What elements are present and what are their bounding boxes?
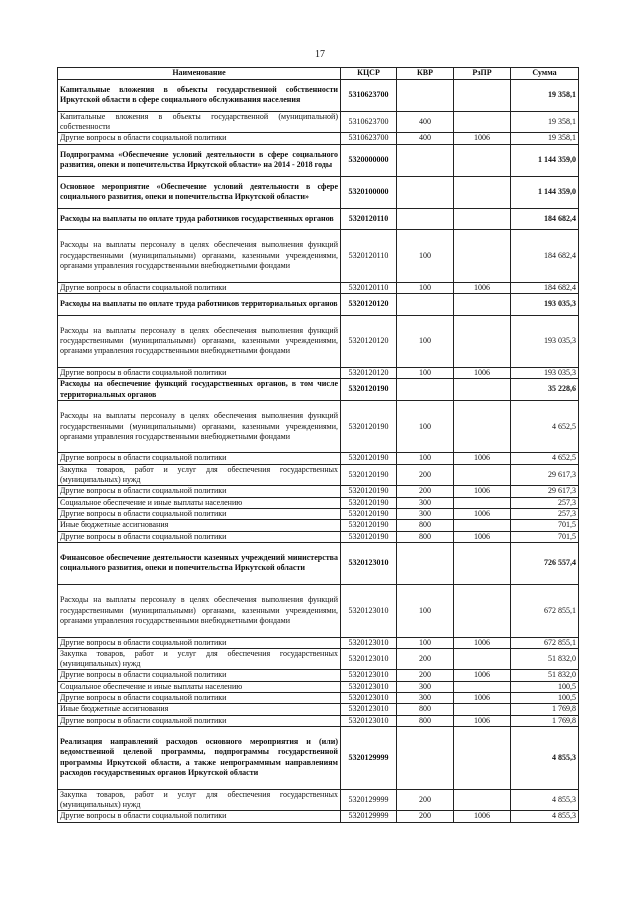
table-row (58, 637, 579, 648)
cell-sum: 4 652,5 (511, 400, 579, 453)
cell-kvr: 800 (397, 704, 454, 715)
budget-table (57, 67, 579, 823)
table-row (58, 692, 579, 703)
table-row (58, 111, 579, 133)
cell-kcsr: 5320120190 (341, 531, 397, 542)
table-header-row (58, 68, 579, 80)
cell-kcsr: 5320120190 (341, 379, 397, 401)
cell-rzpr: 1006 (454, 453, 511, 464)
cell-kvr: 100 (397, 637, 454, 648)
cell-sum: 4 652,5 (511, 453, 579, 464)
table-row (58, 315, 579, 368)
cell-name: Иные бюджетные ассигнования (58, 520, 341, 531)
cell-kvr (397, 176, 454, 208)
cell-kcsr: 5320120190 (341, 400, 397, 453)
cell-name: Капитальные вложения в объекты государственной (муниципальной) собственности (58, 111, 341, 133)
cell-rzpr (454, 230, 511, 283)
cell-rzpr (454, 464, 511, 486)
cell-sum: 701,5 (511, 520, 579, 531)
cell-name: Другие вопросы в области социальной политики (58, 670, 341, 681)
cell-sum: 672 855,1 (511, 585, 579, 638)
cell-rzpr: 1006 (454, 508, 511, 519)
cell-name: Основное мероприятие «Обеспечение условий деятельности в сфере социального развития, опеки и попечительства Иркутской области» (58, 176, 341, 208)
cell-rzpr: 1006 (454, 368, 511, 379)
cell-kcsr: 5320123010 (341, 681, 397, 692)
cell-name: Расходы на выплаты персоналу в целях обеспечения выполнения функций государственными (муниципальными) органами, казенными учреждениями, органами управления государственными внебюджетными фондами (58, 230, 341, 283)
cell-kvr: 200 (397, 486, 454, 497)
table-row (58, 368, 579, 379)
cell-kvr: 200 (397, 789, 454, 811)
column-header-kvr: КВР (397, 68, 454, 80)
cell-rzpr (454, 497, 511, 508)
cell-sum: 672 855,1 (511, 637, 579, 648)
cell-kcsr: 5320123010 (341, 542, 397, 584)
cell-name: Закупка товаров, работ и услуг для обеспечения государственных (муниципальных) нужд (58, 648, 341, 670)
table-row (58, 133, 579, 144)
cell-rzpr (454, 144, 511, 176)
cell-sum: 29 617,3 (511, 486, 579, 497)
cell-kcsr: 5320123010 (341, 704, 397, 715)
cell-kvr: 800 (397, 520, 454, 531)
table-row (58, 176, 579, 208)
cell-kvr: 100 (397, 315, 454, 368)
cell-name: Капитальные вложения в объекты государственной собственности Иркутской области в сфере социального обслуживания населения (58, 80, 341, 112)
cell-rzpr (454, 726, 511, 789)
table-row (58, 144, 579, 176)
cell-sum: 257,3 (511, 497, 579, 508)
cell-sum: 51 832,0 (511, 648, 579, 670)
cell-name: Другие вопросы в области социальной политики (58, 368, 341, 379)
cell-sum: 701,5 (511, 531, 579, 542)
table-row (58, 520, 579, 531)
cell-sum: 100,5 (511, 692, 579, 703)
cell-kcsr: 5320120190 (341, 497, 397, 508)
cell-rzpr (454, 208, 511, 230)
cell-rzpr (454, 176, 511, 208)
cell-rzpr (454, 400, 511, 453)
cell-rzpr: 1006 (454, 531, 511, 542)
table-row (58, 508, 579, 519)
cell-rzpr: 1006 (454, 692, 511, 703)
cell-name: Расходы на выплаты по оплате труда работников территориальных органов (58, 293, 341, 315)
cell-kvr (397, 208, 454, 230)
cell-kvr: 200 (397, 811, 454, 822)
table-row (58, 811, 579, 822)
cell-kvr: 300 (397, 497, 454, 508)
cell-kcsr: 5320120120 (341, 293, 397, 315)
table-row (58, 542, 579, 584)
cell-sum: 19 358,1 (511, 133, 579, 144)
cell-rzpr (454, 681, 511, 692)
cell-rzpr: 1006 (454, 715, 511, 726)
cell-kvr: 200 (397, 670, 454, 681)
table-row (58, 726, 579, 789)
cell-kcsr: 5320129999 (341, 789, 397, 811)
cell-rzpr (454, 585, 511, 638)
cell-name: Другие вопросы в области социальной политики (58, 133, 341, 144)
cell-kcsr: 5320120190 (341, 520, 397, 531)
cell-kcsr: 5320123010 (341, 692, 397, 703)
cell-sum: 193 035,3 (511, 368, 579, 379)
cell-name: Расходы на выплаты персоналу в целях обеспечения выполнения функций государственными (муниципальными) органами, казенными учреждениями, органами управления государственными внебюджетными фондами (58, 400, 341, 453)
cell-kcsr: 5320123010 (341, 670, 397, 681)
cell-sum: 29 617,3 (511, 464, 579, 486)
table-row (58, 486, 579, 497)
cell-kvr: 100 (397, 230, 454, 283)
cell-kcsr: 5310623700 (341, 80, 397, 112)
cell-name: Социальное обеспечение и иные выплаты населению (58, 497, 341, 508)
cell-kcsr: 5320120110 (341, 208, 397, 230)
cell-sum: 35 228,6 (511, 379, 579, 401)
cell-sum: 4 855,3 (511, 726, 579, 789)
cell-kcsr: 5320120120 (341, 315, 397, 368)
cell-kvr: 300 (397, 681, 454, 692)
cell-kcsr: 5320120190 (341, 464, 397, 486)
column-header-name: Наименование (58, 68, 341, 80)
cell-kvr: 800 (397, 715, 454, 726)
cell-name: Закупка товаров, работ и услуг для обеспечения государственных (муниципальных) нужд (58, 789, 341, 811)
table-row (58, 400, 579, 453)
cell-rzpr (454, 542, 511, 584)
table-row (58, 681, 579, 692)
cell-sum: 4 855,3 (511, 811, 579, 822)
cell-name: Социальное обеспечение и иные выплаты населению (58, 681, 341, 692)
cell-kvr: 300 (397, 508, 454, 519)
cell-sum: 257,3 (511, 508, 579, 519)
cell-kvr (397, 379, 454, 401)
cell-kcsr: 5320120110 (341, 230, 397, 283)
cell-rzpr (454, 789, 511, 811)
table-row (58, 453, 579, 464)
cell-kcsr: 5320120190 (341, 453, 397, 464)
cell-name: Другие вопросы в области социальной политики (58, 531, 341, 542)
column-header-sum: Сумма (511, 68, 579, 80)
cell-sum: 1 769,8 (511, 704, 579, 715)
cell-kcsr: 5310623700 (341, 133, 397, 144)
table-row (58, 497, 579, 508)
table-row (58, 282, 579, 293)
cell-name: Иные бюджетные ассигнования (58, 704, 341, 715)
cell-kvr: 100 (397, 453, 454, 464)
cell-rzpr: 1006 (454, 811, 511, 822)
cell-sum: 193 035,3 (511, 293, 579, 315)
cell-sum: 184 682,4 (511, 208, 579, 230)
cell-kvr: 300 (397, 692, 454, 703)
cell-rzpr: 1006 (454, 637, 511, 648)
cell-name: Закупка товаров, работ и услуг для обеспечения государственных (муниципальных) нужд (58, 464, 341, 486)
cell-kvr: 400 (397, 111, 454, 133)
cell-kvr: 400 (397, 133, 454, 144)
cell-name: Другие вопросы в области социальной политики (58, 508, 341, 519)
cell-sum: 1 144 359,0 (511, 144, 579, 176)
table-row (58, 789, 579, 811)
cell-kvr (397, 144, 454, 176)
cell-sum: 1 144 359,0 (511, 176, 579, 208)
table-row (58, 464, 579, 486)
cell-kvr (397, 80, 454, 112)
cell-kcsr: 5320123010 (341, 648, 397, 670)
table-row (58, 80, 579, 112)
cell-rzpr: 1006 (454, 670, 511, 681)
cell-kcsr: 5320120120 (341, 368, 397, 379)
cell-sum: 4 855,3 (511, 789, 579, 811)
cell-sum: 1 769,8 (511, 715, 579, 726)
cell-kvr: 200 (397, 464, 454, 486)
cell-kvr: 800 (397, 531, 454, 542)
cell-rzpr (454, 80, 511, 112)
table-row (58, 208, 579, 230)
cell-kcsr: 5320123010 (341, 585, 397, 638)
table-row (58, 230, 579, 283)
cell-kvr: 100 (397, 400, 454, 453)
table-row (58, 715, 579, 726)
cell-rzpr: 1006 (454, 133, 511, 144)
column-header-rzpr: РзПР (454, 68, 511, 80)
cell-kcsr: 5310623700 (341, 111, 397, 133)
cell-kcsr: 5320129999 (341, 726, 397, 789)
cell-rzpr (454, 648, 511, 670)
table-row (58, 670, 579, 681)
cell-kvr (397, 293, 454, 315)
cell-rzpr (454, 379, 511, 401)
cell-rzpr (454, 520, 511, 531)
cell-kcsr: 5320120110 (341, 282, 397, 293)
cell-sum: 726 557,4 (511, 542, 579, 584)
cell-name: Другие вопросы в области социальной политики (58, 486, 341, 497)
cell-sum: 19 358,1 (511, 80, 579, 112)
table-row (58, 648, 579, 670)
cell-rzpr: 1006 (454, 282, 511, 293)
table-row (58, 585, 579, 638)
cell-kvr: 100 (397, 368, 454, 379)
cell-kvr (397, 542, 454, 584)
cell-name: Расходы на выплаты персоналу в целях обеспечения выполнения функций государственными (муниципальными) органами, казенными учреждениями, органами управления государственными внебюджетными фондами (58, 585, 341, 638)
cell-rzpr (454, 704, 511, 715)
cell-rzpr: 1006 (454, 486, 511, 497)
cell-name: Другие вопросы в области социальной политики (58, 453, 341, 464)
cell-kcsr: 5320120190 (341, 508, 397, 519)
cell-sum: 100,5 (511, 681, 579, 692)
cell-kcsr: 5320100000 (341, 176, 397, 208)
cell-kvr: 100 (397, 282, 454, 293)
cell-kcsr: 5320000000 (341, 144, 397, 176)
page-number: 17 (315, 49, 325, 60)
cell-rzpr (454, 315, 511, 368)
cell-sum: 19 358,1 (511, 111, 579, 133)
cell-name: Другие вопросы в области социальной политики (58, 715, 341, 726)
cell-rzpr (454, 293, 511, 315)
cell-kvr (397, 726, 454, 789)
table-row (58, 531, 579, 542)
cell-kvr: 100 (397, 585, 454, 638)
cell-name: Расходы на выплаты персоналу в целях обеспечения выполнения функций государственными (муниципальными) органами, казенными учреждениями, органами управления государственными внебюджетными фондами (58, 315, 341, 368)
cell-kcsr: 5320123010 (341, 715, 397, 726)
cell-sum: 184 682,4 (511, 230, 579, 283)
cell-name: Расходы на обеспечение функций государственных органов, в том числе территориальных органов (58, 379, 341, 401)
cell-name: Другие вопросы в области социальной политики (58, 692, 341, 703)
cell-name: Другие вопросы в области социальной политики (58, 811, 341, 822)
cell-kvr: 200 (397, 648, 454, 670)
table-row (58, 293, 579, 315)
cell-sum: 193 035,3 (511, 315, 579, 368)
cell-rzpr (454, 111, 511, 133)
cell-name: Реализация направлений расходов основного мероприятия и (или) ведомственной целевой программы, подпрограммы государственной программы Иркутской области, а также непрограммным направлениям расходов государственных органов Иркутской области (58, 726, 341, 789)
cell-name: Подпрограмма «Обеспечение условий деятельности в сфере социального развития, опеки и попечительства Иркутской области» на 2014 - 2018 годы (58, 144, 341, 176)
cell-name: Другие вопросы в области социальной политики (58, 637, 341, 648)
table-body (58, 80, 579, 823)
cell-sum: 51 832,0 (511, 670, 579, 681)
cell-sum: 184 682,4 (511, 282, 579, 293)
table-row (58, 379, 579, 401)
cell-kcsr: 5320129999 (341, 811, 397, 822)
cell-name: Другие вопросы в области социальной политики (58, 282, 341, 293)
cell-name: Расходы на выплаты по оплате труда работников государственных органов (58, 208, 341, 230)
column-header-kcsr: КЦСР (341, 68, 397, 80)
cell-kcsr: 5320123010 (341, 637, 397, 648)
cell-kcsr: 5320120190 (341, 486, 397, 497)
table-row (58, 704, 579, 715)
cell-name: Финансовое обеспечение деятельности казенных учреждений министерства социального развития, опеки и попечительства Иркутской области (58, 542, 341, 584)
